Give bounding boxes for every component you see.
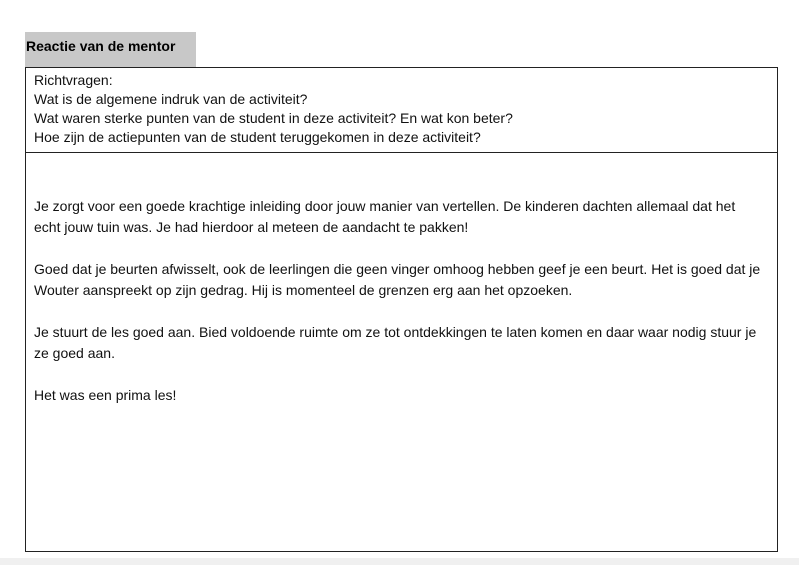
feedback-text [34,196,764,427]
guiding-question: Wat is de algemene indruk van de activiteit? [34,91,308,107]
page-bottom-edge [0,558,799,565]
guiding-questions-cell [26,68,777,153]
feedback-paragraph: Het was een prima les! [34,387,177,403]
guiding-question: Hoe zijn de actiepunten van de student teruggekomen in deze activiteit? [34,129,481,145]
section-title: Reactie van de mentor [25,32,196,67]
feedback-paragraph: Je stuurt de les goed aan. Bied voldoende ruimte om ze tot ontdekkingen te laten komen en daar waar nodig stuur je ze goed aan. [34,324,757,361]
guiding-question: Wat waren sterke punten van de student in deze activiteit? En wat kon beter? [34,110,513,126]
mentor-response-table [25,67,778,552]
feedback-paragraph: Goed dat je beurten afwisselt, ook de leerlingen die geen vinger omhoog hebben geef je een beurt. Het is goed dat je Wouter aanspreekt op zijn gedrag. Hij is momenteel de grenzen erg aan het opzoeken. [34,261,761,298]
guiding-questions-label: Richtvragen: [34,72,113,88]
feedback-paragraph: Je zorgt voor een goede krachtige inleiding door jouw manier van vertellen. De kinderen dachten allemaal dat het echt jouw tuin was. Je had hierdoor al meteen de aandacht te pakken! [34,198,736,235]
